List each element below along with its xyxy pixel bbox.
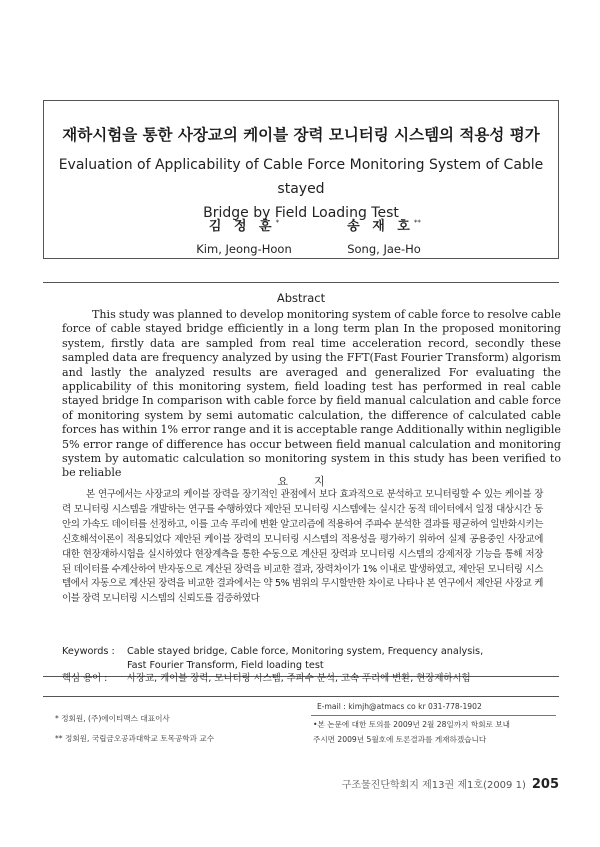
english-keywords [62,645,562,672]
abstract-heading: Abstract [276,291,326,305]
discussion-note-line-2: 주시면 2009년 5월호에 토론결과를 게재하겠습니다 [313,735,487,744]
running-footer [342,776,559,792]
discussion-note [311,717,556,747]
english-keywords-line-2: Fast Fourier Transform, Field loading test [127,659,324,671]
author-2 [304,215,464,256]
author-1-mark: * [275,218,280,227]
english-keywords-line-1: Cable stayed bridge, Cable force, Monitoring system, Frequency analysis, [127,646,484,657]
title-box [43,100,559,259]
affiliation-2: ** 정회원, 국립금오공과대학교 토목공학과 교수 [55,734,215,743]
page-number: 205 [531,777,559,792]
korean-abstract-text: 본 연구에서는 사장교의 케이블 장력을 장기적인 관점에서 보다 효과적으로 분석하고 모니터링할 수 있는 케이블 장력 모니터링 시스템을 개발하는 연구를 수행하였다 제안된 모니터링 시스템에는 실시간 동적 데이터에서 일정 대상시간 동안의 가속도 데이터를 선정하고, 이를 고속 푸리에 변환 알고리즘에 적용하여 주파수 분석한 결과를 평균하여 일반화시키는 신호해석이론이 적용되었다 제안된 케이블 장력의 모니터링 시스템의 적용성을 평가하기 위하여 실제 공용중인 사장교에 대한 현장재하시험을 실시하였다 현장계측을 통한 수동으로 계산된 장력과 모니터링 시스템의 강제저장 기능을 통해 저장된 데이터를 수계산하여 반자동으로 계산된 장력을 비교한 결과, 장력차이가 1% 이내로 발생하였고, 제안된 모니터링 시스템에서 자동으로 계산된 장력을 비교한 결과에서는 약 5% 범위의 무시할만한 차이로 나타나 본 연구에서 제안된 사장교 케이블 장력 모니터링 시스템의 신뢰도를 검증하였다 [62,489,543,605]
english-title-line-1: Evaluation of Applicability of Cable Force Monitoring System of Cable stayed [58,157,544,197]
author-2-mark: ** [413,218,421,227]
contact-notes [311,697,556,747]
discussion-note-line-1: •본 논문에 대한 토의를 2009년 2월 28일까지 학회로 보내 [313,720,510,729]
journal-citation: 구조물진단학회지 제13권 제1호(2009 1) [341,780,526,791]
author-1 [164,215,324,256]
english-keywords-label: Keywords : [62,646,115,657]
korean-abstract-heading: 요지 [277,475,351,488]
abstract-section [43,282,561,684]
author-1-korean-name: 김 정 훈 [208,219,276,234]
author-2-english-name: Song, Jae-Ho [347,242,421,256]
korean-keywords-label: 핵심 용어 : [62,673,108,684]
korean-title: 재하시험을 통한 사장교의 케이블 장력 모니터링 시스템의 적용성 평가 [62,126,540,144]
english-title-line-2: Bridge by Field Loading Test [203,205,399,221]
affiliation-notes [55,709,295,749]
footnotes [43,696,559,744]
abstract-text: This study was planned to develop monitoring system of cable force to resolve cable force of cable stayed bridge efficiently in a long term plan In the proposed monitoring system, firstly data are sampled from real time acceleration record, secondly these sampled data are frequency analyzed by using the FFT(Fast Fourier Transform) algorism and lastly the analyzed results are averaged and generalized For evaluating the applicability of this monitoring system, field loading test has performed in real cable stayed bridge In comparison with cable force by field manual calculation and cable force of monitoring system by semi automatic calculation, the difference of calculated cable forces has within 1% error range and it is acceptable range Additionally within negligible 5% error range of difference has occur between field manual calculation and monitoring system by automatic calculation so monitoring system in this study has been verified to be reliable [62,308,561,480]
korean-keywords-values: 사장교, 케이블 장력, 모니터링 시스템, 주파수 분석, 고속 푸리에 변환, 현장재하시험 [127,673,471,684]
author-2-korean-name: 송 재 호 [347,219,414,234]
affiliation-1: * 정회원, (주)에이티맥스 대표이사 [55,714,170,723]
author-1-english-name: Kim, Jeong-Hoon [196,242,292,256]
contact-email: E-mail : kimjh@atmacs co kr 031-778-1902 [311,697,556,716]
keywords-block [62,645,562,686]
korean-keywords [62,672,562,686]
